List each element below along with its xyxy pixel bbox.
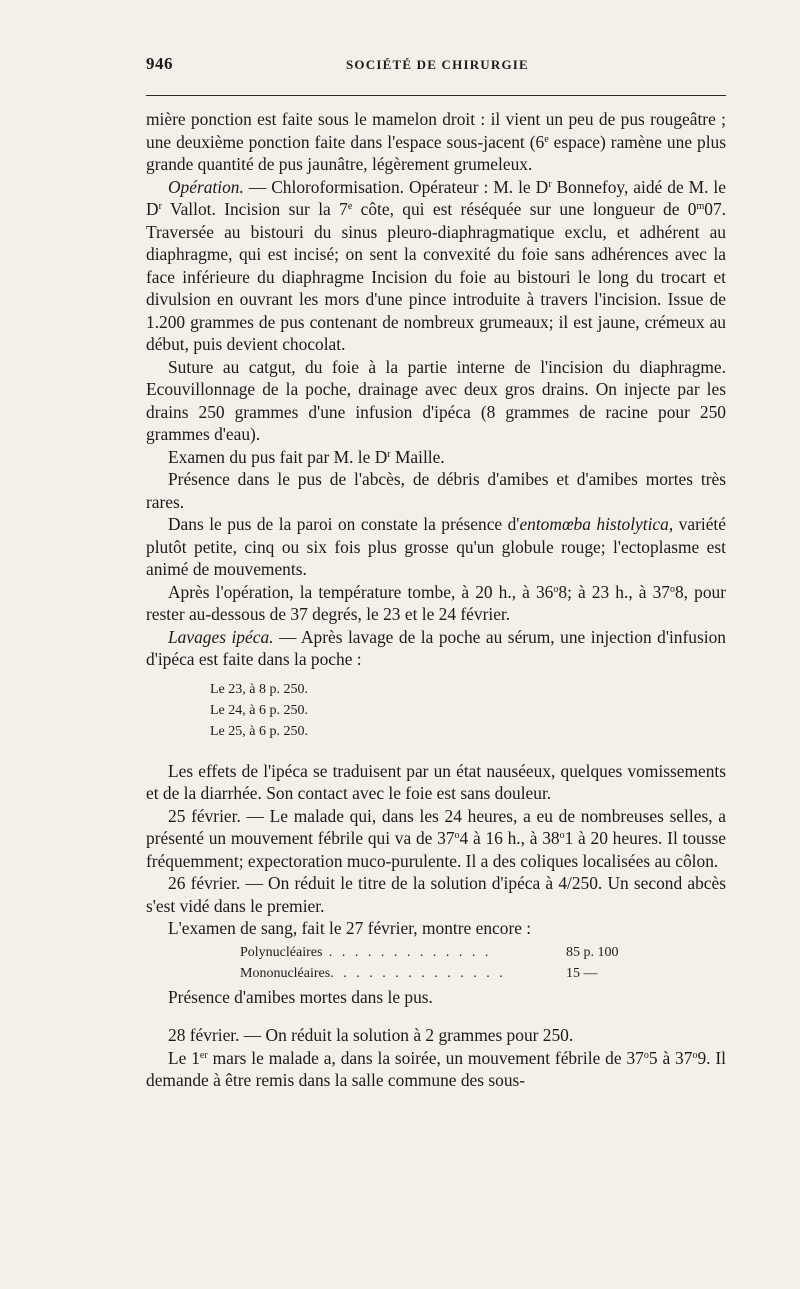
header-rule <box>146 95 726 96</box>
dose-item: Le 25, à 6 p. 250. <box>210 723 308 739</box>
page-header <box>146 54 726 78</box>
blood-count-table <box>240 942 726 984</box>
paragraph: L'examen de sang, fait le 27 février, montre encore : <box>168 918 532 938</box>
paragraph: 26 février. — On réduit le titre de la solution d'ipéca à 4/250. Un second abcès s'est vidé dans le premier. <box>146 873 726 916</box>
paragraph: Examen du pus fait par M. le $D^r$ Maille. <box>168 446 445 467</box>
cell-value: 15 — <box>566 965 598 981</box>
paragraph-operation: Opération. — Chloroformisation. Opérateur : M. le $D^r$ Bonnefoy, aidé de M. le $D^r$ Vallot. Incision sur la 7e côte, qui est réséquée sur une longueur de 0$^m$07. Traversée au bistouri du sinus pleuro-diaphragmatique exclu, et adhérent au diaphragme, qui est incisé; on sent la convexité du foie sans adhérences avec la face inférieure du diaphragme Incision du foie au bistouri le long du trocart et divulsion en ouvrant les mors d'une pince introduite à travers l'incision. Issue de 1.200 grammes de pus contenant de nombreux grumeaux; il est jaune, crémeux au début, puis devient chocolat. <box>146 176 726 354</box>
paragraph: Présence d'amibes mortes dans le pus. <box>168 986 433 1007</box>
table-row <box>240 963 726 984</box>
table-row <box>240 942 726 963</box>
page-number: 946 <box>146 54 173 73</box>
paragraph: Les effets de l'ipéca se traduisent par un état nauséeux, quelques vomissements et de la diarrhée. Son contact avec le foie est sans douleur. <box>146 760 726 803</box>
cell-type: Polynucléaires <box>240 944 323 960</box>
paragraph: mière ponction est faite sous le mamelon droit : il vient un peu de pus rougeâtre ; une deuxième ponction faite dans l'espace sous-jacent (6e espace) ramène une plus grande quantité de pus jaunâtre, légèrement grumeleux. <box>146 109 727 174</box>
body-text <box>146 108 726 1092</box>
paragraph-lavages: Lavages ipéca. — Après lavage de la poche au sérum, une injection d'infusion d'ipéca est faite dans la poche : <box>146 626 726 669</box>
cell-value: 85 p. 100 <box>566 944 619 960</box>
paragraph: Suture au catgut, du foie à la partie interne de l'incision du diaphragme. Ecouvillonnage de la poche, drainage avec deux gros drains. On injecte par les drains 250 grammes d'une infusion d'ipéca (8 grammes de racine pour 250 grammes d'eau). <box>146 356 726 444</box>
dose-item: Le 23, à 8 p. 250. <box>210 681 308 697</box>
paragraph: Après l'opération, la température tombe, à 20 h., à 36$^o$8; à 23 h., à 37$^o$8, pour rester au-dessous de 37 degrés, le 23 et le 24 février. <box>146 581 726 624</box>
dose-list <box>210 679 726 742</box>
section-label: Opération. <box>168 176 244 197</box>
leader-dots: . . . . . . . . . . . . . . <box>330 965 506 981</box>
paragraph: Le 1er mars le malade a, dans la soirée, un mouvement fébrile de 37$^o$5 à 37$^o$9. Il demande à être remis dans la salle commune des sous- <box>146 1047 726 1090</box>
paragraph: Présence dans le pus de l'abcès, de débris d'amibes et d'amibes mortes très rares. <box>146 469 726 512</box>
paragraph: 25 février. — Le malade qui, dans les 24 heures, a eu de nombreuses selles, a présenté un mouvement fébrile qui va de 37$^o$4 à 16 h., à 38$^o$1 à 20 heures. Il tousse fréquemment; expectoration muco-purulente. Il a des coliques localisées au côlon. <box>146 805 727 871</box>
leader-dots: . . . . . . . . . . . . . <box>322 944 492 960</box>
species-name: entomœba histolytica <box>519 514 669 534</box>
running-title: SOCIÉTÉ DE CHIRURGIE <box>346 57 529 72</box>
paragraph: 28 février. — On réduit la solution à 2 grammes pour 250. <box>168 1025 574 1045</box>
section-label: Lavages ipéca. <box>168 626 274 647</box>
paragraph: Dans le pus de la paroi on constate la présence d'entomœba histolytica, variété plutôt petite, cinq ou six fois plus grosse qu'un globule rouge; l'ectoplasme est animé de mouvements. <box>146 514 726 579</box>
dose-item: Le 24, à 6 p. 250. <box>210 702 308 718</box>
cell-type: Mononucléaires <box>240 965 331 981</box>
